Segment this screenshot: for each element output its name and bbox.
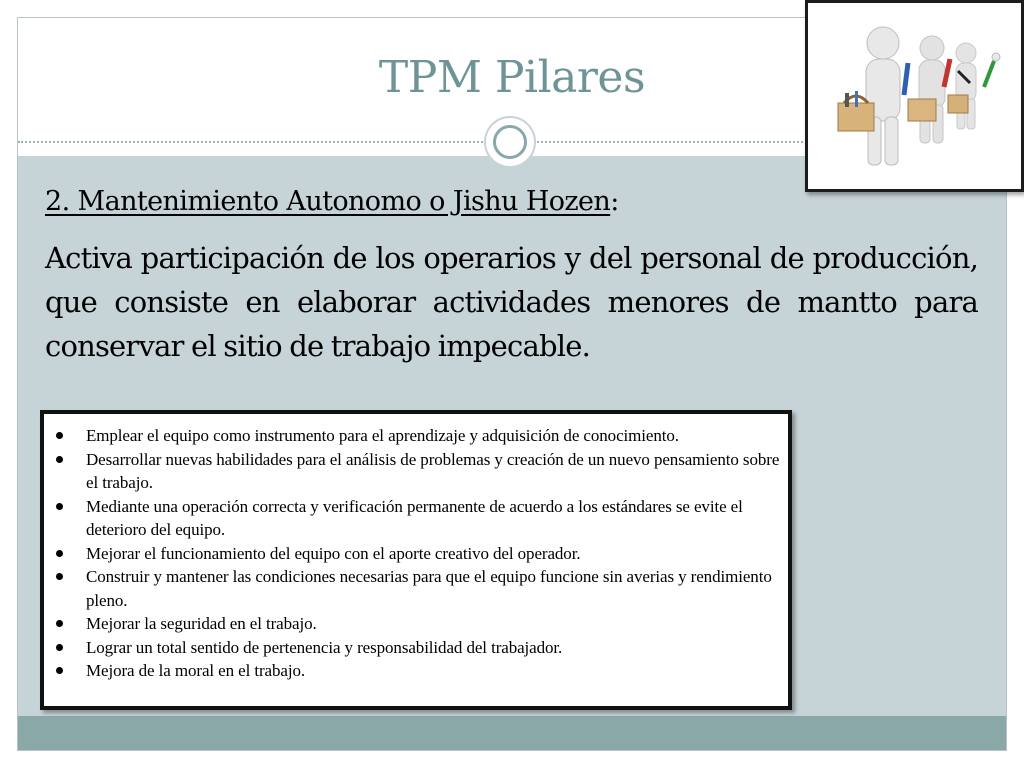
body-paragraph: Activa participación de los operarios y del personal de producción, que consiste en elaborar actividades menores de mantto para conservar el sitio de trabajo impecable. [45, 241, 978, 363]
list-item: Mejorar el funcionamiento del equipo con el aporte creativo del operador. [54, 542, 780, 566]
list-item: Desarrollar nuevas habilidades para el análisis de problemas y creación de un nuevo pensamiento sobre el trabajo. [54, 448, 780, 495]
ring-ornament-icon [484, 116, 536, 168]
list-item: Mediante una operación correcta y verificación permanente de acuerdo a los estándares se evite el deterioro del equipo. [54, 495, 780, 542]
bullet-icon [56, 620, 63, 627]
bullet-icon [56, 503, 63, 510]
list-item: Emplear el equipo como instrumento para el aprendizaje y adquisición de conocimiento. [54, 424, 780, 448]
workers-toolbox-picture [805, 0, 1024, 192]
list-item: Mejora de la moral en el trabajo. [54, 659, 780, 683]
subheading-text: 2. Mantenimiento Autonomo o Jishu Hozen [45, 186, 611, 217]
list-item: Mejorar la seguridad en el trabajo. [54, 612, 780, 636]
bullet-icon [56, 432, 63, 439]
bullet-icon [56, 550, 63, 557]
bullet-icon [56, 573, 63, 580]
bullet-icon [56, 667, 63, 674]
workers-with-toolboxes-illustration-icon [808, 3, 1021, 189]
slide-title: TPM Pilares [378, 52, 646, 103]
bullet-icon [56, 644, 63, 651]
section-subheading [45, 182, 619, 222]
footer-band [18, 716, 1006, 750]
list-item: Lograr un total sentido de pertenencia y responsabilidad del trabajador. [54, 636, 780, 660]
bullet-icon [56, 456, 63, 463]
objectives-list [44, 414, 788, 683]
list-item: Construir y mantener las condiciones necesarias para que el equipo funcione sin averias y rendimiento pleno. [54, 565, 780, 612]
objectives-list-box [40, 410, 792, 710]
subheading-colon: : [610, 186, 619, 217]
